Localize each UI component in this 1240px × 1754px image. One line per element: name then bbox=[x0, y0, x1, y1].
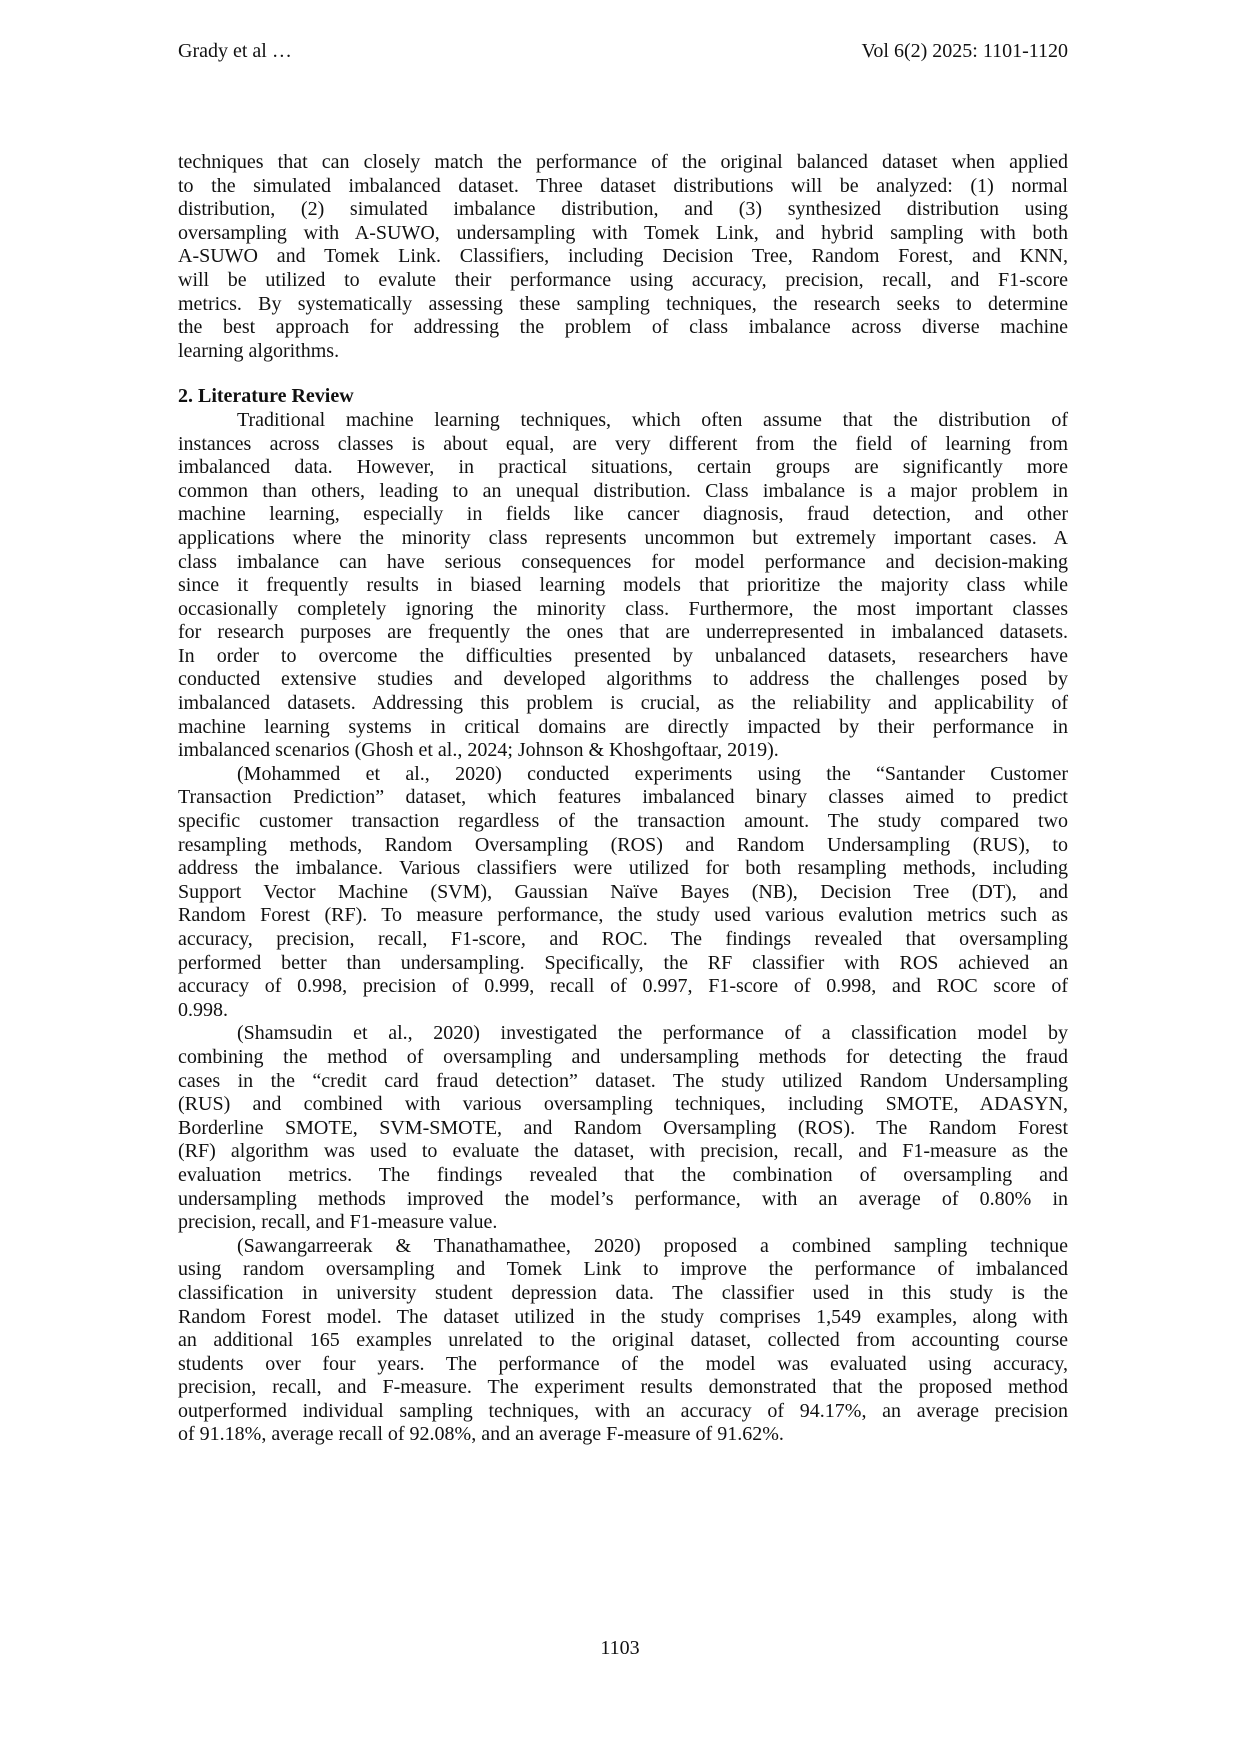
text-line: specific customer transaction regardless of the transaction amount. The study compared two bbox=[178, 810, 1068, 833]
text-line: address the imbalance. Various classifiers were utilized for both resampling methods, including bbox=[178, 857, 1068, 880]
page-number: 1103 bbox=[600, 1637, 640, 1659]
text-line: since it frequently results in biased learning models that prioritize the majority class while bbox=[178, 574, 1068, 597]
header-volume: Vol 6(2) 2025: 1101-1120 bbox=[861, 40, 1068, 62]
text-line: machine learning, especially in fields like cancer diagnosis, fraud detection, and other bbox=[178, 503, 1068, 526]
text-line: oversampling with A-SUWO, undersampling with Tomek Link, and hybrid sampling with both bbox=[178, 221, 1068, 244]
text-line: imbalanced datasets. Addressing this problem is crucial, as the reliability and applicability of bbox=[178, 692, 1068, 715]
text-line: precision, recall, and F1-measure value. bbox=[178, 1211, 498, 1234]
page-body bbox=[178, 151, 1068, 1447]
paragraph-shamsudin bbox=[178, 1022, 1068, 1234]
paragraph-sawangarreerak bbox=[178, 1235, 1068, 1447]
text-line: cases in the “credit card fraud detection” dataset. The study utilized Random Undersampling bbox=[178, 1069, 1068, 1092]
text-line: precision, recall, and F-measure. The experiment results demonstrated that the proposed method bbox=[178, 1376, 1068, 1399]
text-line: Random Forest (RF). To measure performance, the study used various evalution metrics such as bbox=[178, 904, 1068, 927]
text-line: imbalanced scenarios (Ghosh et al., 2024; Johnson & Khoshgoftaar, 2019). bbox=[178, 739, 779, 762]
text-line: an additional 165 examples unrelated to the original dataset, collected from accounting course bbox=[178, 1329, 1068, 1352]
text-line: In order to overcome the difficulties presented by unbalanced datasets, researchers have bbox=[178, 644, 1068, 667]
text-line: outperformed individual sampling techniques, with an accuracy of 94.17%, an average precision bbox=[178, 1399, 1068, 1422]
paragraph-mohammed bbox=[178, 763, 1068, 1023]
intro-paragraph bbox=[178, 151, 1068, 363]
text-line: distribution, (2) simulated imbalance distribution, and (3) synthesized distribution using bbox=[178, 198, 1068, 221]
text-line: metrics. By systematically assessing these sampling techniques, the research seeks to determine bbox=[178, 292, 1068, 315]
text-line: (Shamsudin et al., 2020) investigated the performance of a classification model by bbox=[237, 1022, 1068, 1045]
text-line: applications where the minority class represents uncommon but extremely important cases. A bbox=[178, 526, 1068, 549]
text-line: (RUS) and combined with various oversampling techniques, including SMOTE, ADASYN, bbox=[178, 1093, 1068, 1116]
text-line: Random Forest model. The dataset utilized in the study comprises 1,549 examples, along with bbox=[178, 1305, 1068, 1328]
text-line: instances across classes is about equal, are very different from the field of learning from bbox=[178, 432, 1068, 455]
text-line: resampling methods, Random Oversampling (ROS) and Random Undersampling (RUS), to bbox=[178, 833, 1068, 856]
text-line: (Mohammed et al., 2020) conducted experiments using the “Santander Customer bbox=[237, 762, 1068, 785]
text-line: Support Vector Machine (SVM), Gaussian Naïve Bayes (NB), Decision Tree (DT), and bbox=[178, 880, 1068, 903]
text-line: using random oversampling and Tomek Link to improve the performance of imbalanced bbox=[178, 1258, 1068, 1281]
text-line: classification in university student depression data. The classifier used in this study is the bbox=[178, 1281, 1068, 1304]
text-line: evaluation metrics. The findings revealed that the combination of oversampling and bbox=[178, 1163, 1068, 1186]
text-line: 0.998. bbox=[178, 998, 228, 1021]
text-line: occasionally completely ignoring the minority class. Furthermore, the most important classes bbox=[178, 597, 1068, 620]
text-line: imbalanced data. However, in practical situations, certain groups are significantly more bbox=[178, 456, 1068, 479]
text-line: (RF) algorithm was used to evaluate the dataset, with precision, recall, and F1-measure as the bbox=[178, 1140, 1068, 1163]
text-line: class imbalance can have serious consequences for model performance and decision-making bbox=[178, 550, 1068, 573]
text-line: machine learning systems in critical domains are directly impacted by their performance in bbox=[178, 715, 1068, 738]
text-line: accuracy of 0.998, precision of 0.999, recall of 0.997, F1-score of 0.998, and ROC score of bbox=[178, 975, 1068, 998]
text-line: Transaction Prediction” dataset, which features imbalanced binary classes aimed to predict bbox=[178, 786, 1068, 809]
text-line: the best approach for addressing the problem of class imbalance across diverse machine bbox=[178, 316, 1068, 339]
header-authors: Grady et al … bbox=[178, 40, 292, 62]
text-line: performed better than undersampling. Specifically, the RF classifier with ROS achieved an bbox=[178, 951, 1068, 974]
text-line: of 91.18%, average recall of 92.08%, and an average F-measure of 91.62%. bbox=[178, 1423, 784, 1446]
text-line: combining the method of oversampling and undersampling methods for detecting the fraud bbox=[178, 1045, 1068, 1068]
paragraph-background bbox=[178, 409, 1068, 763]
text-line: learning algorithms. bbox=[178, 339, 340, 362]
text-line: techniques that can closely match the performance of the original balanced dataset when applied bbox=[178, 151, 1068, 173]
text-line: common than others, leading to an unequal distribution. Class imbalance is a major problem in bbox=[178, 479, 1068, 502]
text-line: accuracy, precision, recall, F1-score, and ROC. The findings revealed that oversampling bbox=[178, 928, 1068, 950]
running-header bbox=[178, 40, 1068, 68]
text-line: students over four years. The performance of the model was evaluated using accuracy, bbox=[178, 1352, 1068, 1375]
section-heading: 2. Literature Review bbox=[178, 385, 354, 408]
text-line: A-SUWO and Tomek Link. Classifiers, including Decision Tree, Random Forest, and KNN, bbox=[178, 245, 1068, 268]
text-line: for research purposes are frequently the ones that are underrepresented in imbalanced datasets. bbox=[178, 621, 1068, 644]
text-line: will be utilized to evalute their performance using accuracy, precision, recall, and F1-score bbox=[178, 268, 1068, 291]
text-line: conducted extensive studies and developed algorithms to address the challenges posed by bbox=[178, 668, 1068, 691]
text-line: undersampling methods improved the model’s performance, with an average of 0.80% in bbox=[178, 1187, 1068, 1210]
text-line: Borderline SMOTE, SVM-SMOTE, and Random Oversampling (ROS). The Random Forest bbox=[178, 1116, 1068, 1139]
text-line: (Sawangarreerak & Thanathamathee, 2020) proposed a combined sampling technique bbox=[237, 1234, 1068, 1257]
text-line: to the simulated imbalanced dataset. Three dataset distributions will be analyzed: (1) normal bbox=[178, 174, 1068, 197]
text-line: Traditional machine learning techniques, which often assume that the distribution of bbox=[237, 408, 1068, 431]
